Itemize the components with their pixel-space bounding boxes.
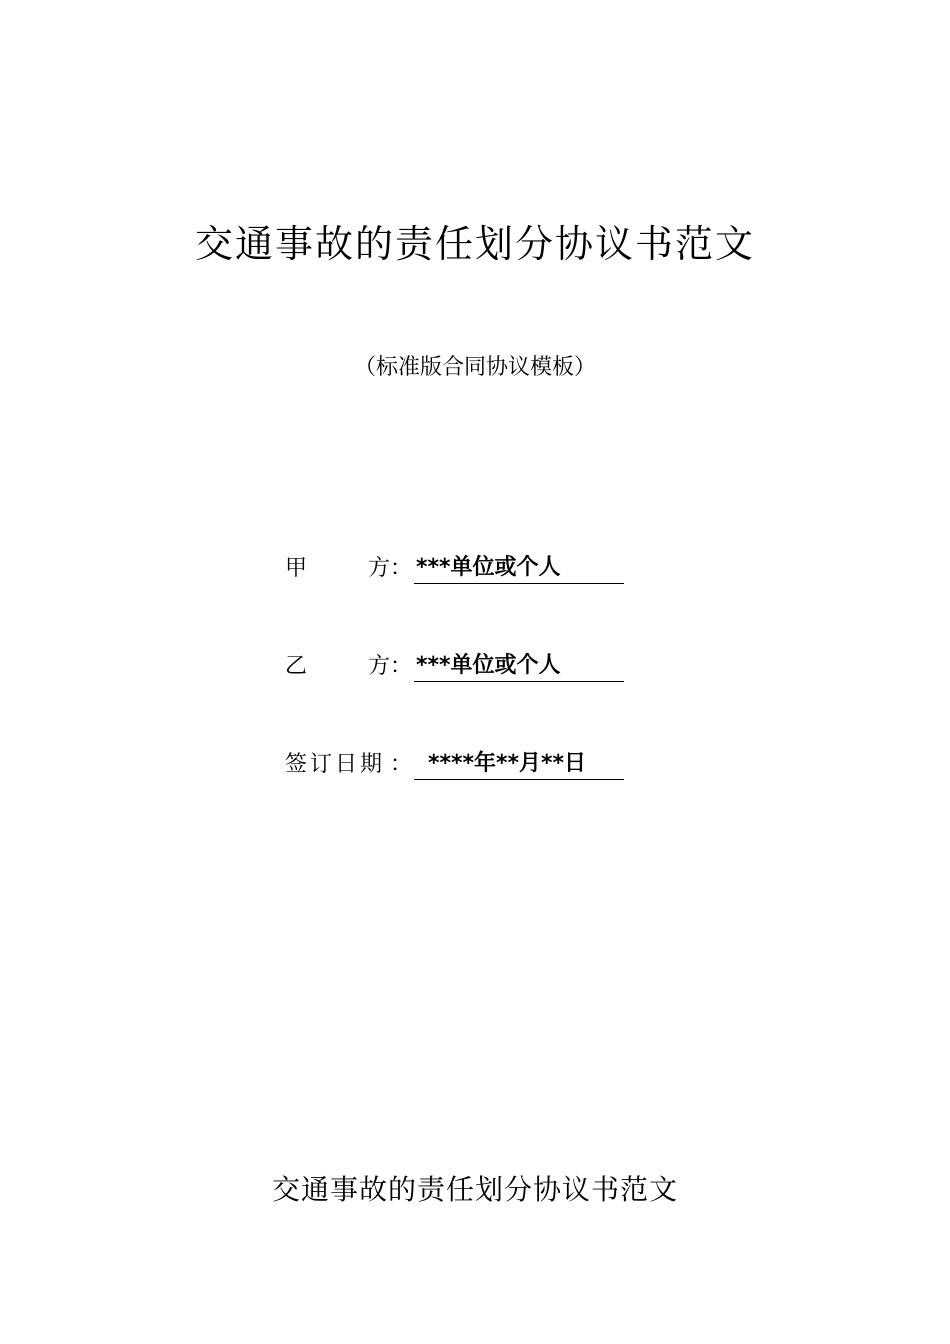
- signing-date-label: 签订日期: [285, 752, 386, 777]
- party-a-colon: ：: [390, 556, 413, 581]
- party-b-value: ***单位或个人: [414, 651, 624, 682]
- footer-title: 交通事故的责任划分协议书范文: [271, 1173, 678, 1206]
- party-b-field: [285, 648, 624, 682]
- party-b-colon: ：: [390, 654, 413, 679]
- party-a-label: 甲 方: [285, 556, 390, 581]
- party-a-value: ***单位或个人: [414, 553, 624, 584]
- signing-date-field: [285, 746, 624, 780]
- signing-date-colon: ：: [390, 752, 413, 777]
- document-title: 交通事故的责任划分协议书范文: [194, 222, 755, 266]
- document-subtitle: （标准版合同协议模板）: [353, 355, 596, 380]
- signing-date-value: ****年**月**日: [414, 749, 624, 780]
- party-b-label: 乙 方: [285, 654, 390, 679]
- party-a-field: [285, 550, 624, 584]
